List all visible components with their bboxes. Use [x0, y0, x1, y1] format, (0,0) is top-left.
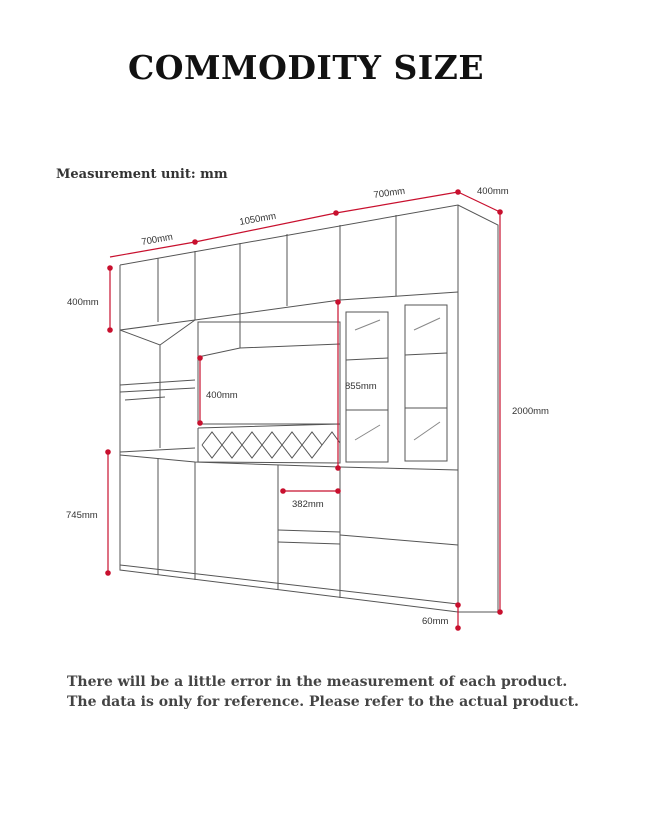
dim-depth: 400mm	[477, 186, 509, 197]
dim-bottom-cabinet-height: 745mm	[66, 510, 98, 521]
dim-middle-niche-height: 400mm	[206, 390, 238, 401]
dim-plinth-height: 60mm	[422, 616, 449, 627]
dim-top-cabinet-height: 400mm	[67, 297, 99, 308]
dim-top-width-middle: 1050mm	[238, 210, 277, 228]
disclaimer-line-1: There will be a little error in the measurement of each product.	[67, 674, 568, 690]
disclaimer-line-2: The data is only for reference. Please refer to the actual product.	[67, 694, 579, 710]
dim-top-width-left: 700mm	[140, 231, 174, 248]
dim-top-width-right: 700mm	[372, 185, 406, 201]
measurement-unit-label: Measurement unit: mm	[56, 167, 228, 182]
dim-drawer-width: 382mm	[292, 499, 324, 510]
cabinet-outline	[120, 205, 498, 612]
dim-glass-door-height: 855mm	[345, 381, 377, 392]
dim-total-height: 2000mm	[512, 406, 549, 417]
page-title: COMMODITY SIZE	[128, 48, 484, 87]
dimension-lines	[106, 190, 502, 630]
disclaimer-notes	[67, 672, 579, 712]
